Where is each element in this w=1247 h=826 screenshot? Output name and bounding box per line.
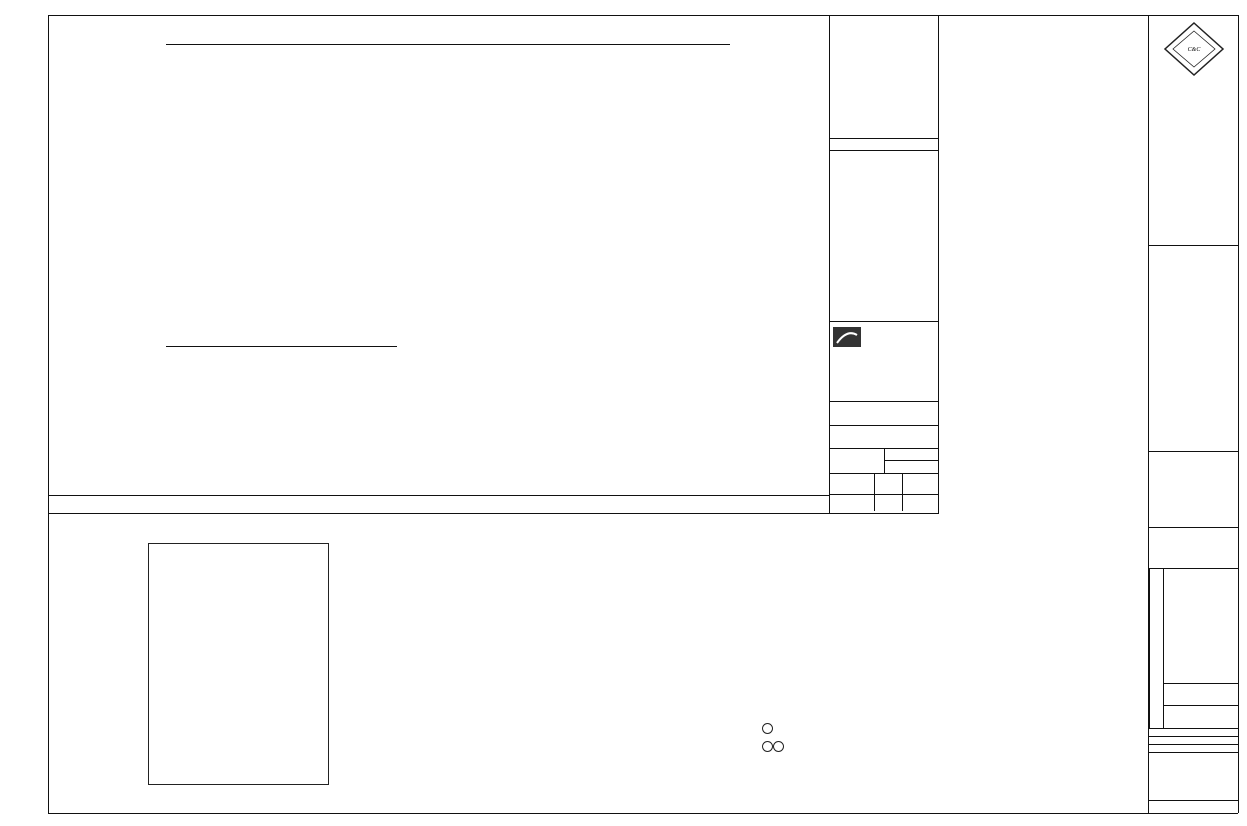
truss-plan-svg	[120, 30, 820, 375]
partial-roof-plan-svg	[690, 548, 960, 718]
truss-plan-drawing	[120, 30, 820, 375]
notes-panel-right	[938, 15, 939, 513]
partial-roof-plan	[690, 548, 960, 718]
frame-right-outer	[1238, 15, 1239, 813]
truss-notes	[364, 562, 594, 578]
overall-width-line	[166, 44, 730, 45]
frame-left	[48, 15, 49, 813]
upper-lower-divider	[48, 513, 939, 514]
zone3-circle	[773, 741, 784, 752]
frame-bottom	[48, 813, 1238, 814]
logo-mark-icon	[833, 327, 861, 347]
svg-text:C&C: C&C	[1187, 47, 1201, 53]
zone1-circle	[762, 723, 773, 734]
company-logo	[1163, 21, 1225, 77]
notes-panel	[830, 138, 938, 513]
zone2-circle	[762, 741, 773, 752]
frame-top	[48, 15, 1238, 16]
truss-anchor-table	[148, 543, 329, 785]
title-block	[1149, 15, 1238, 813]
bottom-dim-line	[166, 346, 397, 347]
builders-firstsource-logo	[833, 325, 937, 349]
mitek-line-top	[48, 495, 829, 496]
